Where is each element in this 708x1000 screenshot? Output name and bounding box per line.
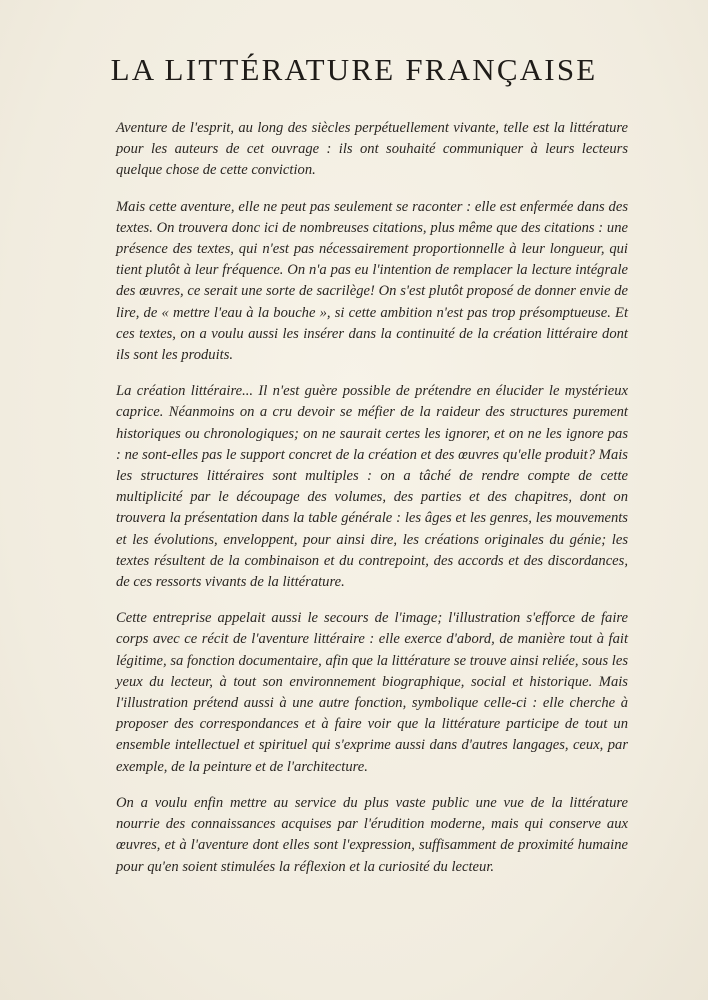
paragraph-1: Aventure de l'esprit, au long des siècles perpétuellement vivante, telle est la littérature pour les auteurs de cet ouvrage : ils ont souhaité communiquer à leurs lecteurs quelque chose de cette conviction.	[116, 120, 628, 179]
paragraph-5: On a voulu enfin mettre au service du plus vaste public une vue de la littérature nourrie des connaissances acquises par l'érudition moderne, mais qui conserve aux œuvres, et à l'aventure dont elles sont l'expression, suffisamment de proximité humaine pour qu'en soient stimulées la réflexion et la curiosité du lecteur.	[116, 794, 628, 875]
paragraph-2: Mais cette aventure, elle ne peut pas seulement se raconter : elle est enfermée dans des textes. On trouvera donc ici de nombreuses citations, plus même que des citations : une présence des textes, qui n'est pas nécessairement proportionnelle à leur longueur, qui tient plutôt à leur fréquence. On n'a pas eu l'intention de remplacer la lecture intégrale des œuvres, ce serait une sorte de sacrilège! On s'est plutôt proposé de donner envie de lire, de « mettre l'eau à la bouche », si cette ambition n'est pas trop présomptueuse. Et ces textes, on a voulu aussi les insérer dans la continuité de la création littéraire dont ils sont les produits.	[116, 198, 628, 364]
paragraph-3: La création littéraire... Il n'est guère possible de prétendre en élucider le mystérieux caprice. Néanmoins on a cru devoir se méfier de la raideur des structures purement historiques ou chronologiques; on ne saurait certes les ignorer, et on ne les ignore pas : ne sont-elles pas le support concret de la création et des œuvres qu'elle produit? Mais les structures littéraires sont multiples : on a tâché de rendre compte de cette multiplicité par le découpage des volumes, des parties et des chapitres, dont on trouvera la présentation dans la table générale : les âges et les genres, les mouvements et les évolutions, enveloppent, pour ainsi dire, les créations originales du génie; les textes résultent de la combinaison et du contrepoint, des accords et des discordances, de ces ressorts vivants de la littérature.	[116, 383, 628, 591]
body-text	[116, 118, 628, 893]
paragraph-4: Cette entreprise appelait aussi le secours de l'image; l'illustration s'efforce de faire corps avec ce récit de l'aventure littéraire : elle exerce d'abord, de manière tout à fait légitime, sa fonction documentaire, afin que la littérature se trouve ainsi reliée, sous les yeux du lecteur, à tout son environnement biographique, social et historique. Mais l'illustration prétend aussi à une autre fonction, symbolique celle-ci : elle cherche à proposer des correspondances et à faire voir que la littérature participe de tout un ensemble intellectuel et spirituel qui s'exprime aussi dans d'autres langages, ceux, par exemple, de la peinture et de l'architecture.	[116, 610, 628, 775]
page-title: LA LITTÉRATURE FRANÇAISE	[110, 52, 598, 87]
